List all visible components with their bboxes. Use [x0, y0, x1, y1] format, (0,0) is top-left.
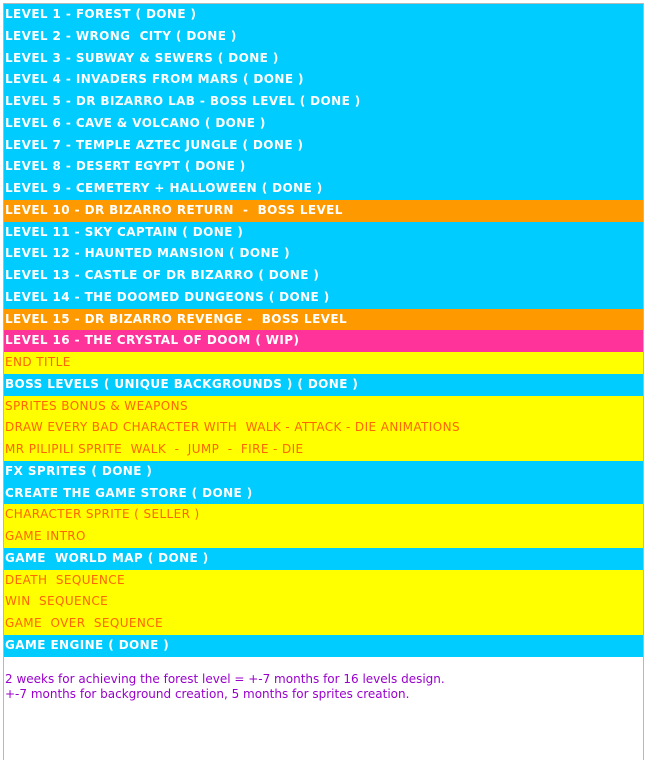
task-row-wip: LEVEL 16 - THE CRYSTAL OF DOOM ( WIP) — [4, 330, 643, 352]
task-row-todo: WIN SEQUENCE — [4, 591, 643, 613]
task-row: LEVEL 1 - FOREST ( DONE ) — [4, 4, 643, 26]
task-row: LEVEL 7 - TEMPLE AZTEC JUNGLE ( DONE ) — [4, 135, 643, 157]
task-row: LEVEL 3 - SUBWAY & SEWERS ( DONE ) — [4, 48, 643, 70]
task-row: LEVEL 14 - THE DOOMED DUNGEONS ( DONE ) — [4, 287, 643, 309]
task-row: LEVEL 12 - HAUNTED MANSION ( DONE ) — [4, 243, 643, 265]
task-sheet — [3, 3, 644, 760]
task-row: LEVEL 9 - CEMETERY + HALLOWEEN ( DONE ) — [4, 178, 643, 200]
task-row: BOSS LEVELS ( UNIQUE BACKGROUNDS ) ( DONE ) — [4, 374, 643, 396]
notes-line: 2 weeks for achieving the forest level = +-7 months for 16 levels design. — [5, 672, 445, 686]
task-row-boss: LEVEL 15 - DR BIZARRO REVENGE - BOSS LEVEL — [4, 309, 643, 331]
task-row-todo: DRAW EVERY BAD CHARACTER WITH WALK - ATTACK - DIE ANIMATIONS — [4, 417, 643, 439]
task-row: LEVEL 6 - CAVE & VOLCANO ( DONE ) — [4, 113, 643, 135]
task-row: LEVEL 4 - INVADERS FROM MARS ( DONE ) — [4, 69, 643, 91]
task-row: LEVEL 11 - SKY CAPTAIN ( DONE ) — [4, 222, 643, 244]
task-list — [4, 4, 643, 657]
task-row: LEVEL 13 - CASTLE OF DR BIZARRO ( DONE ) — [4, 265, 643, 287]
task-row-todo: MR PILIPILI SPRITE WALK - JUMP - FIRE - DIE — [4, 439, 643, 461]
schedule-notes — [5, 672, 445, 702]
task-row: LEVEL 5 - DR BIZARRO LAB - BOSS LEVEL ( DONE ) — [4, 91, 643, 113]
task-row-todo: GAME OVER SEQUENCE — [4, 613, 643, 635]
task-row: FX SPRITES ( DONE ) — [4, 461, 643, 483]
task-row-todo: SPRITES BONUS & WEAPONS — [4, 396, 643, 418]
task-row-todo: DEATH SEQUENCE — [4, 570, 643, 592]
task-row: LEVEL 2 - WRONG CITY ( DONE ) — [4, 26, 643, 48]
task-row-boss: LEVEL 10 - DR BIZARRO RETURN - BOSS LEVEL — [4, 200, 643, 222]
task-row: GAME WORLD MAP ( DONE ) — [4, 548, 643, 570]
task-row-todo: END TITLE — [4, 352, 643, 374]
task-row: LEVEL 8 - DESERT EGYPT ( DONE ) — [4, 156, 643, 178]
task-row: CREATE THE GAME STORE ( DONE ) — [4, 483, 643, 505]
task-row-todo: CHARACTER SPRITE ( SELLER ) — [4, 504, 643, 526]
task-row: GAME ENGINE ( DONE ) — [4, 635, 643, 657]
notes-line: +-7 months for background creation, 5 months for sprites creation. — [5, 687, 410, 701]
task-row-todo: GAME INTRO — [4, 526, 643, 548]
